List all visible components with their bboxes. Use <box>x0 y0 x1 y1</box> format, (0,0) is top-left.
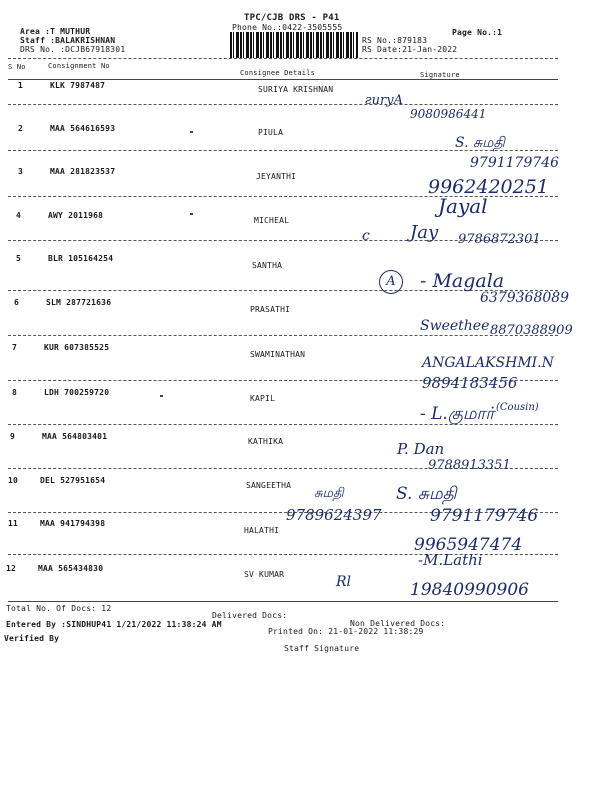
handwritten-signature: - L.குமார் <box>420 404 495 424</box>
row-sno: 10 <box>8 476 19 485</box>
row-consignment: DEL 527951654 <box>40 476 106 485</box>
row-divider <box>8 104 558 105</box>
handwritten-phone: 6379368089 <box>480 290 570 306</box>
handwritten-phone: 9965947474 <box>414 535 523 555</box>
drs-number: DRS No. :DCJB67918301 <box>20 45 126 54</box>
handwritten-note: (Cousin) <box>496 402 539 413</box>
scan-mark <box>190 213 193 215</box>
handwritten-phone: 9791179746 <box>430 506 539 526</box>
handwritten-signature: Jayal <box>438 194 488 218</box>
row-consignee: KATHIKA <box>248 437 284 446</box>
column-header-consignee: Consignee Details <box>240 69 316 77</box>
handwritten-signature: P. Dan <box>397 440 445 458</box>
page-number: Page No.:1 <box>452 28 503 37</box>
scan-mark <box>190 131 193 133</box>
handwritten-signature: Sweethee <box>420 318 490 334</box>
row-consignment: MAA 564616593 <box>50 124 116 133</box>
handwritten-phone: 9894183456 <box>422 374 518 392</box>
row-consignment: BLR 105164254 <box>48 254 114 263</box>
row-consignment: AWY 2011968 <box>48 211 104 220</box>
row-consignment: SLM 287721636 <box>46 298 112 307</box>
handwritten-phone: 19840990906 <box>410 580 529 600</box>
row-sno: 5 <box>16 254 22 263</box>
staff-signature: Staff Signature <box>284 644 360 653</box>
barcode <box>230 32 358 58</box>
handwritten-signature: S. சுமதி <box>455 135 505 151</box>
row-consignee: SURIYA KRISHNAN <box>258 85 334 94</box>
column-header-divider <box>8 79 558 80</box>
row-consignment: LDH 700259720 <box>44 388 110 397</box>
total-docs: Total No. Of Docs: 12 <box>6 604 112 613</box>
handwritten-phone: 9788913351 <box>428 458 511 473</box>
row-sno: 7 <box>12 343 18 352</box>
row-sno: 1 <box>18 81 24 90</box>
handwritten-phone: 9789624397 <box>286 506 382 524</box>
verified-by: Verified By <box>4 634 60 643</box>
handwritten-signature: சுமதி <box>314 486 344 501</box>
row-consignment: MAA 564803401 <box>42 432 108 441</box>
handwritten-phone: 9791179746 <box>470 155 560 171</box>
column-header-sno: S No <box>8 63 26 71</box>
row-consignee: MICHEAL <box>254 216 290 225</box>
non-delivered-docs: Non Delivered Docs: <box>350 619 446 628</box>
row-sno: 3 <box>18 167 24 176</box>
handwritten-circled-mark: A <box>379 270 403 294</box>
handwritten-signature: S. சுமதி <box>396 484 457 504</box>
handwritten-name: ANGALAKSHMI.N <box>422 355 554 371</box>
header-divider <box>8 58 558 59</box>
handwritten-phone: 9786872301 <box>458 232 541 247</box>
row-sno: 2 <box>18 124 24 133</box>
row-sno: 12 <box>6 564 17 573</box>
column-header-consignment: Consignment No <box>48 62 110 70</box>
row-consignment: KLK 7987487 <box>50 81 106 90</box>
row-consignee: PIULA <box>258 128 284 137</box>
handwritten-signature: -M.Lathi <box>418 551 483 569</box>
staff-label: Staff :BALAKRISHNAN <box>20 36 116 45</box>
table-end-divider <box>8 601 558 602</box>
entered-by: Entered By :SINDHUP41 1/21/2022 11:38:24 AM <box>6 620 222 629</box>
handwritten-phone: 9080986441 <box>410 107 487 121</box>
handwritten-signature: Jay <box>410 222 439 243</box>
printed-on: Printed On: 21-01-2022 11:38:29 <box>268 627 424 636</box>
scan-mark <box>160 395 163 397</box>
row-sno: 9 <box>10 432 16 441</box>
row-consignee: SANGEETHA <box>246 481 292 490</box>
row-sno: 6 <box>14 298 20 307</box>
row-sno: 11 <box>8 519 19 528</box>
row-sno: 4 <box>16 211 22 220</box>
handwritten-phone: 9962420251 <box>428 176 549 198</box>
handwritten-mark: c <box>362 228 370 244</box>
row-consignee: SV KUMAR <box>244 570 285 579</box>
rs-date: RS Date:21-Jan-2022 <box>362 45 458 54</box>
row-consignee: SWAMINATHAN <box>250 350 306 359</box>
handwritten-mark: Rl <box>336 574 352 590</box>
row-consignment: KUR 607385525 <box>44 343 110 352</box>
row-sno: 8 <box>12 388 18 397</box>
row-consignment: MAA 565434830 <box>38 564 104 573</box>
row-consignee: SANTHA <box>252 261 283 270</box>
area-label: Area :T MUTHUR <box>20 27 91 36</box>
rs-number: RS No.:879183 <box>362 36 428 45</box>
row-consignment: MAA 281823537 <box>50 167 116 176</box>
column-header-signature: Signature <box>420 71 460 79</box>
row-consignee: PRASATHI <box>250 305 291 314</box>
phone-number: Phone No.:0422-3505555 <box>232 23 343 32</box>
row-consignee: HALATHI <box>244 526 280 535</box>
row-consignment: MAA 941794398 <box>40 519 106 528</box>
handwritten-signature: ƨuryA <box>365 93 403 108</box>
handwritten-signature: - Magala <box>420 270 505 292</box>
delivered-docs: Delivered Docs: <box>212 611 288 620</box>
row-consignee: KAPIL <box>250 394 276 403</box>
handwritten-phone: 8870388909 <box>490 323 573 338</box>
document-title: TPC/CJB DRS - P41 <box>244 13 340 23</box>
row-divider <box>8 335 558 336</box>
row-consignee: JEYANTHI <box>256 172 297 181</box>
